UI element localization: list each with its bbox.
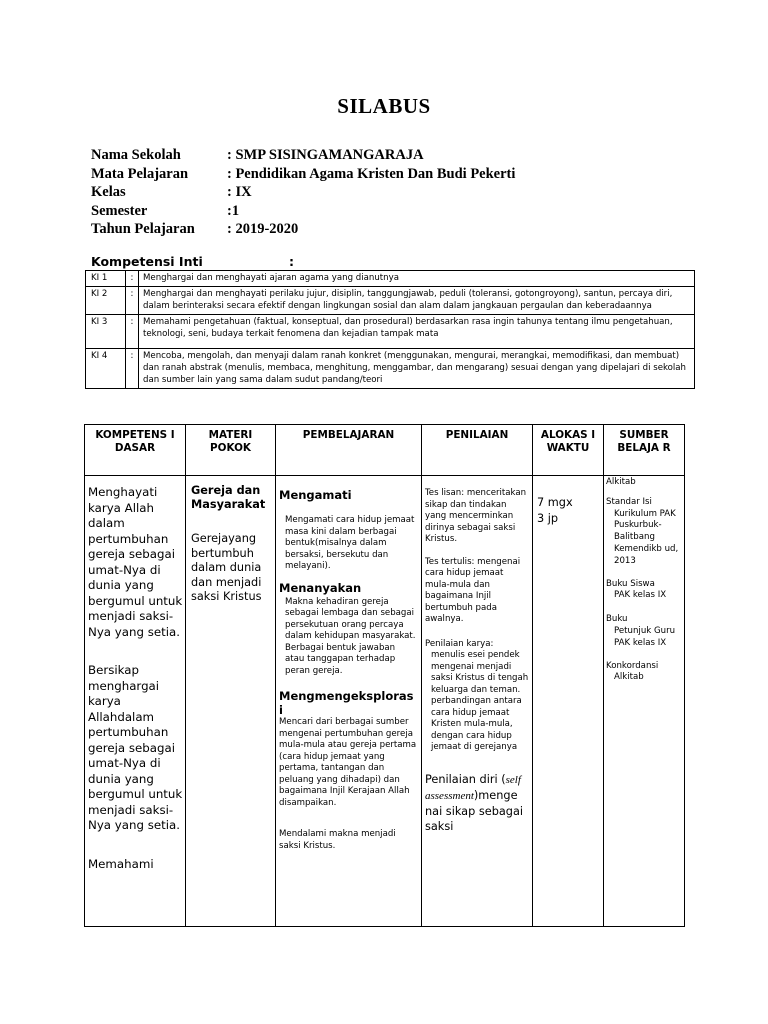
info-value: : Pendidikan Agama Kristen Dan Budi Pekerti [227,165,516,182]
activity-text: Mencari dari berbagai sumber mengenai pertumbuhan gereja mula-mula atau gereja pertama (cara hidup jemaat yang pertama, tantangan dan peluang yang dihadapi) dan bagaimana Injil Kerajaan Allah disampaikan. [279,717,417,808]
activity-heading: Menanyakan [279,580,362,595]
assessment-text: Penilaian diri ( [425,772,506,786]
info-label: Kelas [91,184,126,201]
pembelajaran-cell [276,476,422,927]
info-value: :1 [227,202,240,219]
info-label: Tahun Pelajaran [91,221,195,238]
materi-pokok-cell [186,476,276,927]
ki-code: KI 1 [86,271,126,287]
info-label: Nama Sekolah [91,147,181,163]
header-pembelajaran: PEMBELAJARAN [276,425,422,476]
activity-text: Mengamati cara hidup jemaat masa kini dalam berbagai bentuk(misalnya dalam bersaksi, bersekutu dan melayani). [285,515,415,571]
source-item: Petunjuk Guru PAK kelas IX [614,625,676,648]
ki-separator: : [126,349,139,389]
ki-row [86,287,695,315]
assessment-item [425,772,529,834]
assessment-item: Tes tertulis: mengenai cara hidup jemaat mula-mula dan bagaimana Injil bertumbuh pada awalnya. [425,556,521,624]
info-label: Semester [91,202,148,219]
kd-item: Bersikap menghargai karya Allahdalam pertumbuhan gereja sebagai umat-Nya di dunia yang bergumul untuk menjadi saksi-Nya yang setia. [88,663,183,832]
source-item: Alkitab [606,477,636,487]
school-info [91,146,515,239]
ki-table [85,270,695,389]
source-item: Kurikulum PAK Puskurbuk-Balitbang Kemendikb ud, 2013 [614,508,679,566]
assessment-item: menulis esei pendek mengenai menjadi saksi Kristus di tengah keluarga dan teman. perbandingan antara cara hidup jemaat Kristen mula-mula, dengan cara hidup jemaat di gerejanya [431,650,529,752]
info-row-class [91,183,515,202]
ki-heading-colon: : [289,254,294,269]
ki-text: Menghargai dan menghayati perilaku jujur, disiplin, tanggungjawab, peduli (toleransi, gotongroyong), santun, percaya diri, dalam berinteraksi secara efektif dengan lingkungan sosial dan alam dalam jangkauan pergaulan dan keberadaannya [139,287,695,315]
ki-text: Memahami pengetahuan (faktual, konseptual, dan prosedural) berdasarkan rasa ingin tahunya tentang ilmu pengetahuan, teknologi, seni, budaya terkait fenomena dan kejadian tampak mata [139,315,695,349]
header-kompetensi-dasar: KOMPETENS I DASAR [85,425,186,476]
info-row-year [91,220,515,239]
syllabus-header-row [85,425,685,476]
source-item: Konkordansi [606,660,659,671]
activity-heading: Mengmengeksploras i [279,689,414,717]
activity-text: Mendalami makna menjadi saksi Kristus. [279,829,396,851]
header-materi-pokok: MATERI POKOK [186,425,276,476]
kd-item: Memahami [88,856,154,871]
ki-text: Mencoba, mengolah, dan menyaji dalam ranah konkret (menggunakan, mengurai, merangkai, memodifikasi, dan membuat) dan ranah abstrak (menulis, membaca, menghitung, menggambar, dan mengarang) sesuai dengan yang dipelajari di sekolah dan sumber lain yang sama dalam sudut pandang/teori [139,349,695,389]
activity-heading: Mengamati [279,488,352,502]
ki-heading [91,254,294,269]
source-item: Alkitab [614,672,644,683]
ki-code: KI 3 [86,315,126,349]
kompetensi-dasar-cell [85,476,186,927]
ki-text: Menghargai dan menghayati ajaran agama yang dianutnya [139,271,695,287]
info-value: : SMP SISINGAMANGARAJA [227,147,424,163]
ki-separator: : [126,271,139,287]
activity-text: Makna kehadiran gereja sebagai lembaga dan sebagai persekutuan orang percaya dalam kehidupan masyarakat. [285,596,416,641]
activity-text: Berbagai bentuk jawaban atau tanggapan terhadap peran gereja. [285,642,396,676]
source-item: Buku [606,614,628,625]
alokasi-waktu-cell [533,476,604,927]
sumber-belajar-cell [604,476,685,927]
assessment-item: Penilaian karya: [425,638,494,649]
syllabus-body-row [85,476,685,927]
time-allocation: 3 jp [537,511,559,525]
ki-row [86,271,695,287]
assessment-italic-text: assessment [425,789,474,802]
assessment-item: Tes lisan: menceritakan sikap dan tindakan yang mencerminkan dirinya sebagai saksi Kristus. [425,488,527,544]
info-value: : 2019-2020 [227,221,299,238]
ki-code: KI 2 [86,287,126,315]
materi-heading: Gereja dan Masyarakat [191,484,266,511]
ki-code: KI 4 [86,349,126,389]
assessment-text: )menge nai sikap sebagai saksi [425,788,524,833]
source-item: PAK kelas IX [614,590,667,601]
info-row-semester [91,202,515,221]
header-alokasi-waktu: ALOKAS I WAKTU [533,425,604,476]
time-allocation: 7 mgx [537,496,573,509]
ki-row [86,315,695,349]
assessment-italic-text: self [505,773,521,786]
info-row-subject [91,165,515,184]
header-penilaian: PENILAIAN [422,425,533,476]
info-label: Mata Pelajaran [91,165,189,182]
ki-heading-label: Kompetensi Inti [91,254,203,269]
syllabus-table [84,424,685,927]
ki-separator: : [126,315,139,349]
source-item: Standar Isi [606,496,652,507]
header-sumber-belajar: SUMBER BELAJA R [604,425,685,476]
penilaian-cell [422,476,533,927]
ki-row [86,349,695,389]
info-value: : IX [227,184,252,201]
kd-item: Menghayati karya Allah dalam pertumbuhan gereja sebagai umat-Nya di dunia yang bergumul untuk menjadi saksi-Nya yang setia. [88,485,183,639]
ki-separator: : [126,287,139,315]
source-item: Buku Siswa [606,578,655,589]
materi-body: Gerejayang bertumbuh dalam dunia dan menjadi saksi Kristus [191,532,262,603]
info-row-school [91,146,515,165]
document-title: SILABUS [337,94,431,118]
